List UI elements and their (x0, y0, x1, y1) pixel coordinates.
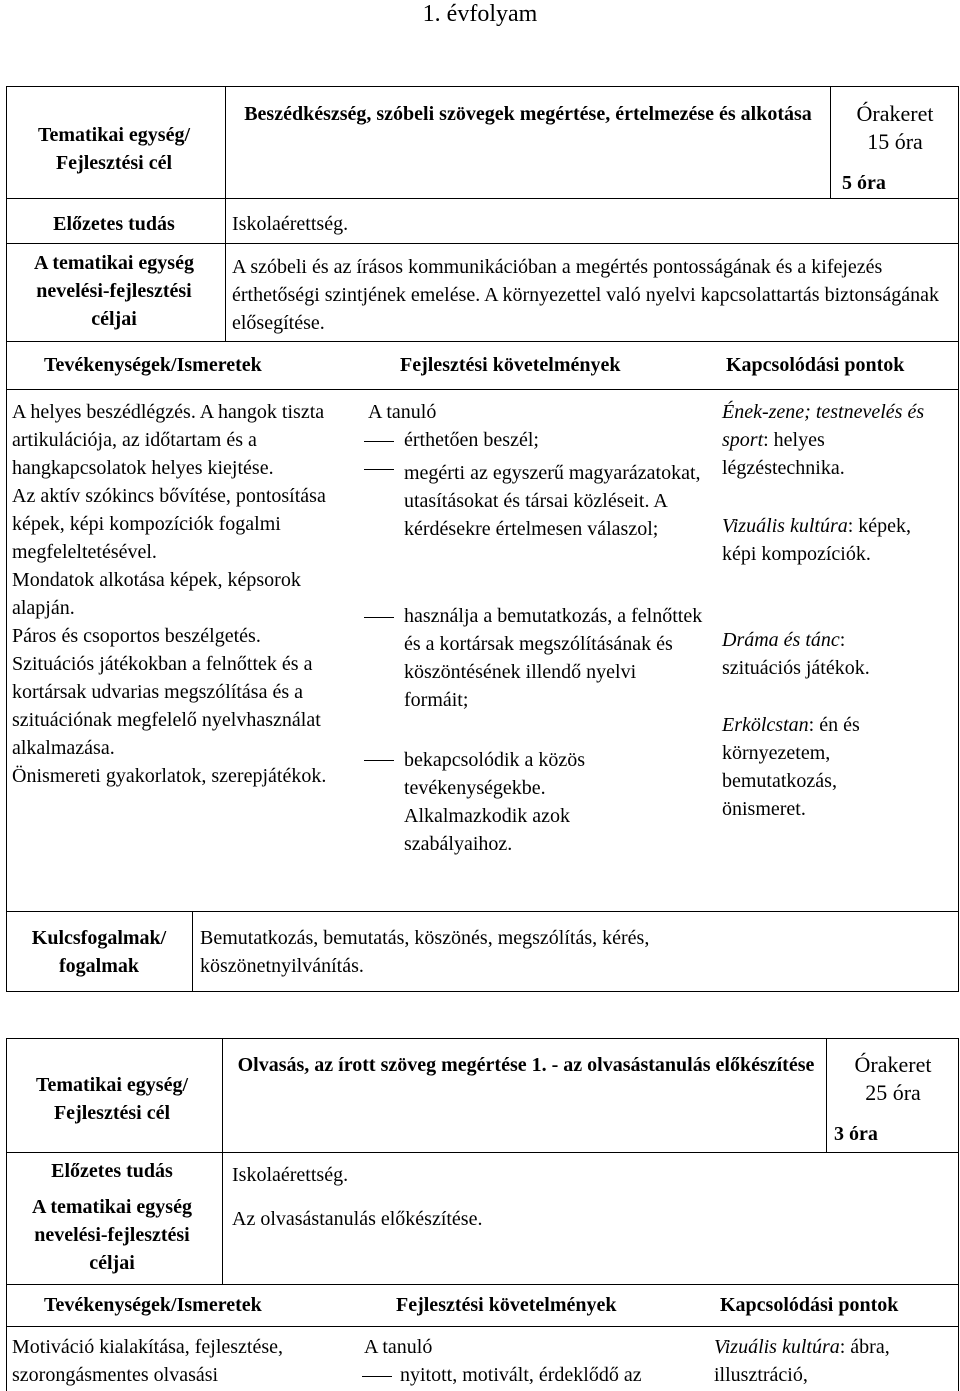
dash-icon (364, 441, 394, 442)
requirements-intro: A tanuló (364, 1336, 433, 1358)
activity-item: A helyes beszédlégzés. A hangok tiszta artikulációja, az időtartam és a hangkapcsolatok helyes kiejtése. (12, 401, 325, 479)
page-title: 1. évfolyam (422, 1, 538, 27)
unit-header-label: Tematikai egység/ Fejlesztési cél (37, 124, 191, 174)
prior-knowledge-value: Iskolaérettség. (232, 1164, 349, 1186)
goals-value: Az olvasástanulás előkészítése. (232, 1208, 483, 1230)
activities-list (12, 398, 347, 790)
connection-text: : képek, képi kompozíciók. (722, 515, 912, 565)
goals-value: A szóbeli és az írásos kommunikációban a megértés pontosságának és a kifejezés érthetőségi szintjének emelése. A környezettel való nyelvi kapcsolattartás biztonságának elősegítése. (232, 256, 939, 334)
col-activities-header: Tevékenységek/Ismeretek (44, 1294, 262, 1316)
requirement-item: bekapcsolódik a közös tevékenységekbe. Alkalmazkodik azok szabályaihoz. (404, 749, 586, 855)
connection-subject: Ének-zene; testnevelés és sport (722, 401, 925, 451)
hours-total: 25 óra (865, 1080, 921, 1105)
connection-text: : ábra, illusztráció, (714, 1336, 890, 1386)
connection-subject: Vizuális kultúra (722, 515, 848, 537)
prior-knowledge-value: Iskolaérettség. (232, 213, 349, 235)
hours-label: Órakeret (856, 101, 934, 126)
activity-item: Szituációs játékokban a felnőttek és a kortársak udvarias megszólítása és a szituációnak megfelelő nyelvhasználat alkalmazása. (12, 653, 321, 759)
activity-item: Mondatok alkotása képek, képsorok alapján. (12, 569, 301, 619)
goals-label: A tematikai egység nevelési-fejlesztési céljai (32, 1196, 192, 1274)
col-requirements-header: Fejlesztési követelmények (400, 354, 621, 376)
requirements-intro: A tanuló (368, 401, 437, 423)
goals-label: A tematikai egység nevelési-fejlesztési céljai (34, 252, 194, 330)
keywords-label: Kulcsfogalmak/ fogalmak (31, 927, 167, 977)
dash-icon (364, 469, 394, 470)
activity-item: Páros és csoportos beszélgetés. (12, 625, 261, 647)
dash-icon (364, 760, 394, 761)
activity-item: Az aktív szókincs bővítése, pontosítása képek, képi kompozíciók fogalmi megfeleltetésével. (12, 485, 326, 563)
col-connections-header: Kapcsolódási pontok (720, 1294, 899, 1316)
hours-label: Órakeret (854, 1052, 932, 1077)
connection-text: : szituációs játékok. (722, 629, 870, 679)
connection-subject: Dráma és tánc (722, 629, 840, 651)
connection-item (722, 512, 922, 568)
connection-subject: Vizuális kultúra (714, 1336, 840, 1358)
hours-total: 15 óra (867, 129, 923, 154)
requirement-item: használja a bemutatkozás, a felnőttek és a kortársak megszólításának és köszöntésének illendő nyelvi formáit; (404, 605, 703, 711)
connection-item (722, 711, 892, 823)
hours-sub: 3 óra (834, 1123, 878, 1145)
connection-item (722, 398, 952, 482)
connection-subject: Erkölcstan (722, 714, 809, 736)
prior-knowledge-label: Előzetes tudás (51, 1160, 173, 1182)
activity-item: Önismereti gyakorlatok, szerepjátékok. (12, 765, 327, 787)
unit-title: Beszédkészség, szóbeli szövegek megértése, értelmezése és alkotása (244, 103, 812, 125)
connection-text: : helyes légzéstechnika. (722, 429, 845, 479)
col-connections-header: Kapcsolódási pontok (726, 354, 905, 376)
requirement-item: érthetően beszél; (404, 429, 539, 451)
dash-icon (362, 1376, 392, 1377)
keywords-value: Bemutatkozás, bemutatás, köszönés, megszólítás, kérés, köszönetnyilvánítás. (200, 927, 650, 977)
col-requirements-header: Fejlesztési követelmények (396, 1294, 617, 1316)
connection-item (722, 626, 922, 682)
unit-title: Olvasás, az írott szöveg megértése 1. - az olvasástanulás előkészítése (237, 1054, 815, 1076)
connection-item (714, 1333, 954, 1389)
dash-icon (364, 617, 394, 618)
requirement-item: megérti az egyszerű magyarázatokat, utasításokat és társai közléseit. A kérdésekre értelmesen válaszol; (404, 462, 701, 540)
requirement-item: nyitott, motivált, érdeklődő az (400, 1364, 642, 1386)
connection-text: : én és környezetem, bemutatkozás, önismeret. (722, 714, 860, 820)
hours-sub: 5 óra (842, 172, 886, 194)
col-activities-header: Tevékenységek/Ismeretek (44, 354, 262, 376)
unit-header-label: Tematikai egység/ Fejlesztési cél (35, 1074, 189, 1124)
prior-knowledge-label: Előzetes tudás (53, 213, 175, 235)
activity-item: Motiváció kialakítása, fejlesztése, szorongásmentes olvasási (12, 1336, 284, 1386)
